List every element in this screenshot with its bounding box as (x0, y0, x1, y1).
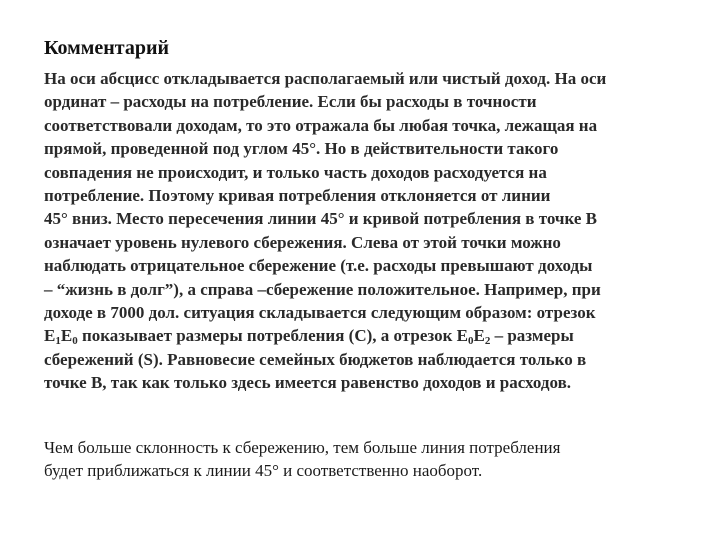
paragraph-text: показывает размеры потребления (С), а отрезок (77, 326, 457, 346)
subscript: 0 (467, 335, 474, 348)
paragraph-line: потребление. Поэтому кривая потребления отклоняется от линии (44, 186, 551, 206)
segment-label: Е (456, 326, 468, 346)
segment-label: Е (473, 326, 485, 346)
paragraph-line: 45° вниз. Место пересечения линии 45° и кривой потребления в точке В (44, 209, 597, 229)
slide-title: Комментарий (44, 37, 170, 59)
paragraph-text: – размеры (490, 326, 574, 346)
paragraph-line: точке В, так как только здесь имеется равенство доходов и расходов. (44, 373, 572, 393)
paragraph-line: наблюдать отрицательное сбережение (т.е. расходы превышают доходы (44, 256, 593, 276)
paragraph-line: – “жизнь в долг”), а справа –сбережение положительное. Например, при (44, 279, 601, 299)
paragraph-line-segments (44, 324, 684, 347)
paragraph-line: прямой, проведенной под углом 45°. Но в действительности такого (44, 139, 559, 159)
paragraph-line: означает уровень нулевого сбережения. Слева от этой точки можно (44, 232, 561, 252)
conclusion-paragraph (44, 436, 684, 483)
paragraph-line: Чем больше склонность к сбережению, тем больше линия потребления (44, 438, 561, 457)
paragraph-line: соответствовали доходам, то это отражала бы любая точка, лежащая на (44, 115, 598, 135)
subscript: 0 (72, 335, 78, 348)
paragraph-line: будет приближаться к линии 45° и соответственно наоборот. (44, 461, 483, 481)
subscript: 1 (55, 335, 61, 348)
segment-label: Е (60, 326, 73, 346)
commentary-paragraph (44, 67, 684, 395)
paragraph-line: ординат – расходы на потребление. Если бы расходы в точности (44, 92, 537, 112)
subscript: 2 (484, 335, 491, 348)
segment-label: Е (44, 326, 56, 346)
paragraph-line: совпадения не происходит, и только часть доходов расходуется на (44, 162, 547, 182)
paragraph-line: На оси абсцисс откладывается располагаемый или чистый доход. На оси (44, 69, 607, 88)
paragraph-line: сбережений (S). Равновесие семейных бюджетов наблюдается только в (44, 349, 587, 369)
paragraph-line: доходе в 7000 дол. ситуация складывается следующим образом: отрезок (44, 303, 596, 323)
